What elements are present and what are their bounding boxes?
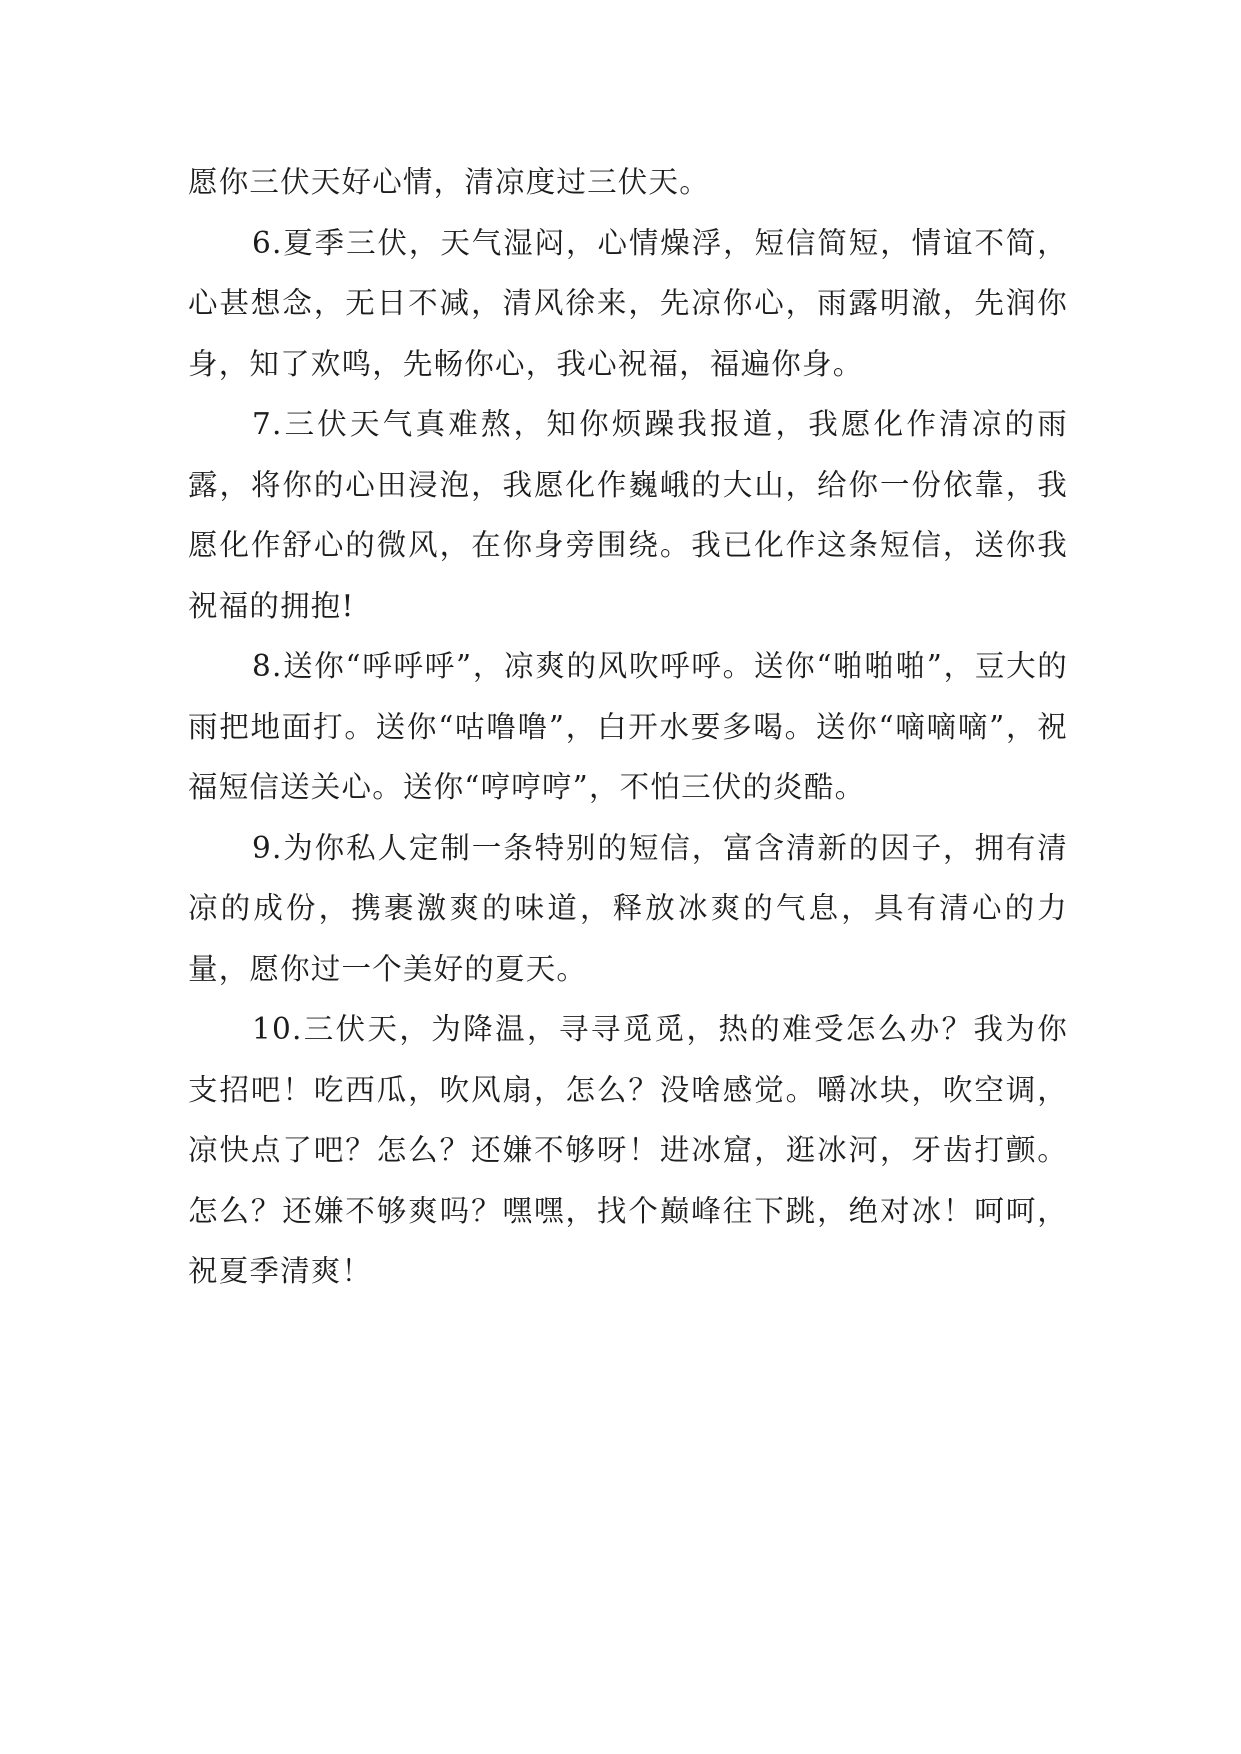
document-body <box>188 152 1068 1302</box>
paragraph-item-7: 7.三伏天气真难熬，知你烦躁我报道，我愿化作清凉的雨露，将你的心田浸泡，我愿化作巍峨的大山，给你一份依靠，我愿化作舒心的微风，在你身旁围绕。我已化作这条短信，送你我祝福的拥抱! <box>188 407 1068 623</box>
paragraph-item-6: 6.夏季三伏，天气湿闷，心情燥浮，短信简短，情谊不简，心甚想念，无日不减，清风徐来，先凉你心，雨露明澈，先润你身，知了欢鸣，先畅你心，我心祝福，福遍你身。 <box>188 225 1068 381</box>
paragraph-item-8: 8.送你“呼呼呼”，凉爽的风吹呼呼。送你“啪啪啪”，豆大的雨把地面打。送你“咕噜噜”，白开水要多喝。送你“嘀嘀嘀”，祝福短信送关心。送你“哼哼哼”，不怕三伏的炎酷。 <box>188 649 1068 804</box>
paragraph-item-9: 9.为你私人定制一条特别的短信，富含清新的因子，拥有清凉的成份，携裹激爽的味道，释放冰爽的气息，具有清心的力量，愿你过一个美好的夏天。 <box>188 830 1068 986</box>
paragraph-item-10: 10.三伏天，为降温，寻寻觅觅，热的难受怎么办？我为你支招吧！吃西瓜，吹风扇，怎么？没啥感觉。嚼冰块，吹空调，凉快点了吧？怎么？还嫌不够呀！进冰窟，逛冰河，牙齿打颤。怎么？还嫌不够爽吗？嘿嘿，找个巅峰往下跳，绝对冰！呵呵，祝夏季清爽！ <box>188 1012 1068 1288</box>
paragraph-continuation: 愿你三伏天好心情，清凉度过三伏天。 <box>188 165 710 199</box>
